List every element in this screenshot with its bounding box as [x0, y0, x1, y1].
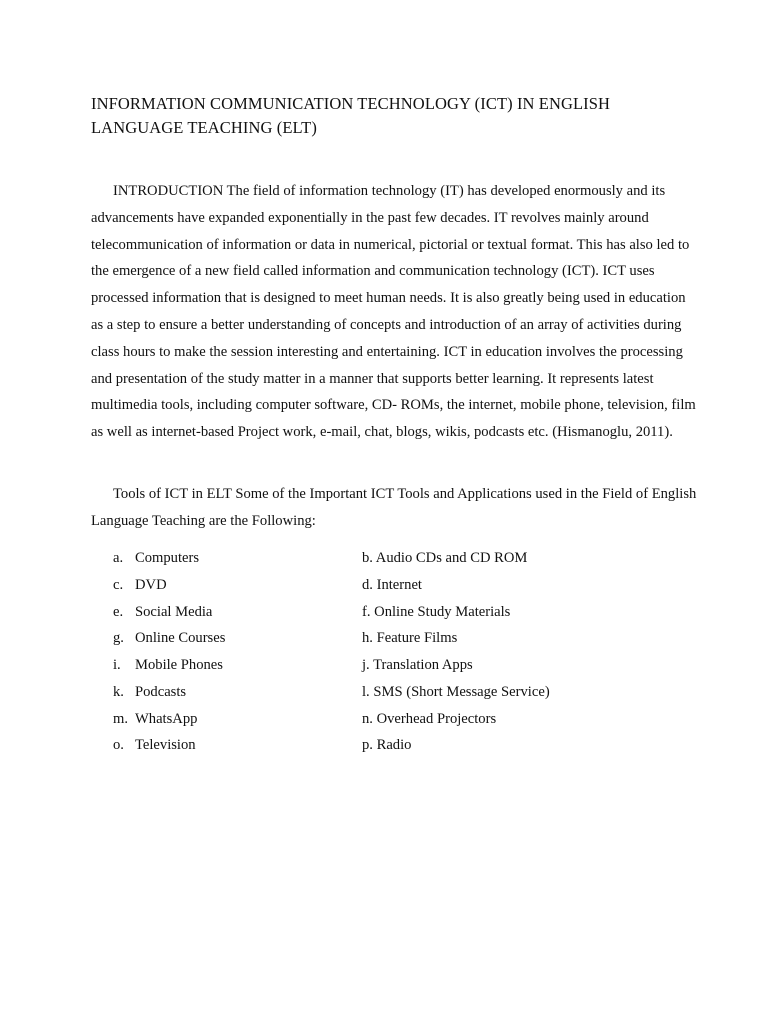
- list-item-label: Television: [135, 737, 196, 754]
- list-marker: i.: [113, 657, 121, 673]
- list-item-label: f. Online Study Materials: [362, 603, 511, 620]
- list-item: [91, 679, 691, 706]
- list-item-label: j. Translation Apps: [362, 657, 473, 673]
- list-marker: m.: [113, 710, 128, 727]
- list-item-label: n. Overhead Projectors: [362, 710, 497, 727]
- list-item-label: l. SMS (Short Message Service): [362, 683, 550, 700]
- list-item: [91, 625, 691, 652]
- list-item: [91, 599, 691, 626]
- list-item: [91, 706, 691, 733]
- list-item-label: Social Media: [135, 603, 213, 620]
- list-item: [91, 545, 691, 572]
- list-item-label: h. Feature Films: [362, 630, 458, 647]
- list-item-label: Computers: [135, 550, 200, 566]
- list-item-label: b. Audio CDs and CD ROM: [362, 550, 528, 566]
- list-item-label: DVD: [135, 576, 167, 593]
- list-marker: g.: [113, 630, 124, 647]
- list-marker: o.: [113, 737, 124, 754]
- tools-intro-paragraph: Tools of ICT in ELT Some of the Important ICT Tools and Applications used in the Field of English Language Teaching are the Following:: [91, 486, 697, 529]
- document-title: INFORMATION COMMUNICATION TECHNOLOGY (ICT) IN ENGLISH LANGUAGE TEACHING (ELT): [91, 94, 611, 137]
- list-marker: e.: [113, 603, 124, 620]
- list-item-label: p. Radio: [362, 737, 412, 754]
- list-marker: c.: [113, 576, 124, 593]
- list-marker: k.: [113, 683, 124, 700]
- list-marker: a.: [113, 550, 124, 566]
- list-item-label: Online Courses: [135, 630, 226, 647]
- list-item-label: WhatsApp: [135, 710, 198, 727]
- list-item-label: Mobile Phones: [135, 657, 223, 673]
- list-item-label: Podcasts: [135, 683, 187, 700]
- list-item: [91, 572, 691, 599]
- list-item: [91, 732, 691, 759]
- introduction-paragraph: INTRODUCTION The field of information technology (IT) has developed enormously and its advancements have expanded exponentially in the past few decades. IT revolves mainly around telecommunication of information or data in numerical, pictorial or textual format. This has also led to the emergence of a new field called information and communication technology (ICT). ICT uses processed information that is designed to meet human needs. It is also greatly being used in education as a step to ensure a better understanding of concepts and introduction of an array of activities during class hours to make the session interesting and entertaining. ICT in education involves the processing and presentation of the study matter in a manner that supports better learning. It represents latest multimedia tools, including computer software, CD- ROMs, the internet, mobile phone, television, film as well as internet-based Project work, e-mail, chat, blogs, wikis, podcasts etc. (Hismanoglu, 2011).: [91, 183, 696, 441]
- list-item: [91, 652, 691, 679]
- ict-tools-list: [91, 545, 691, 759]
- list-item-label: d. Internet: [362, 576, 422, 593]
